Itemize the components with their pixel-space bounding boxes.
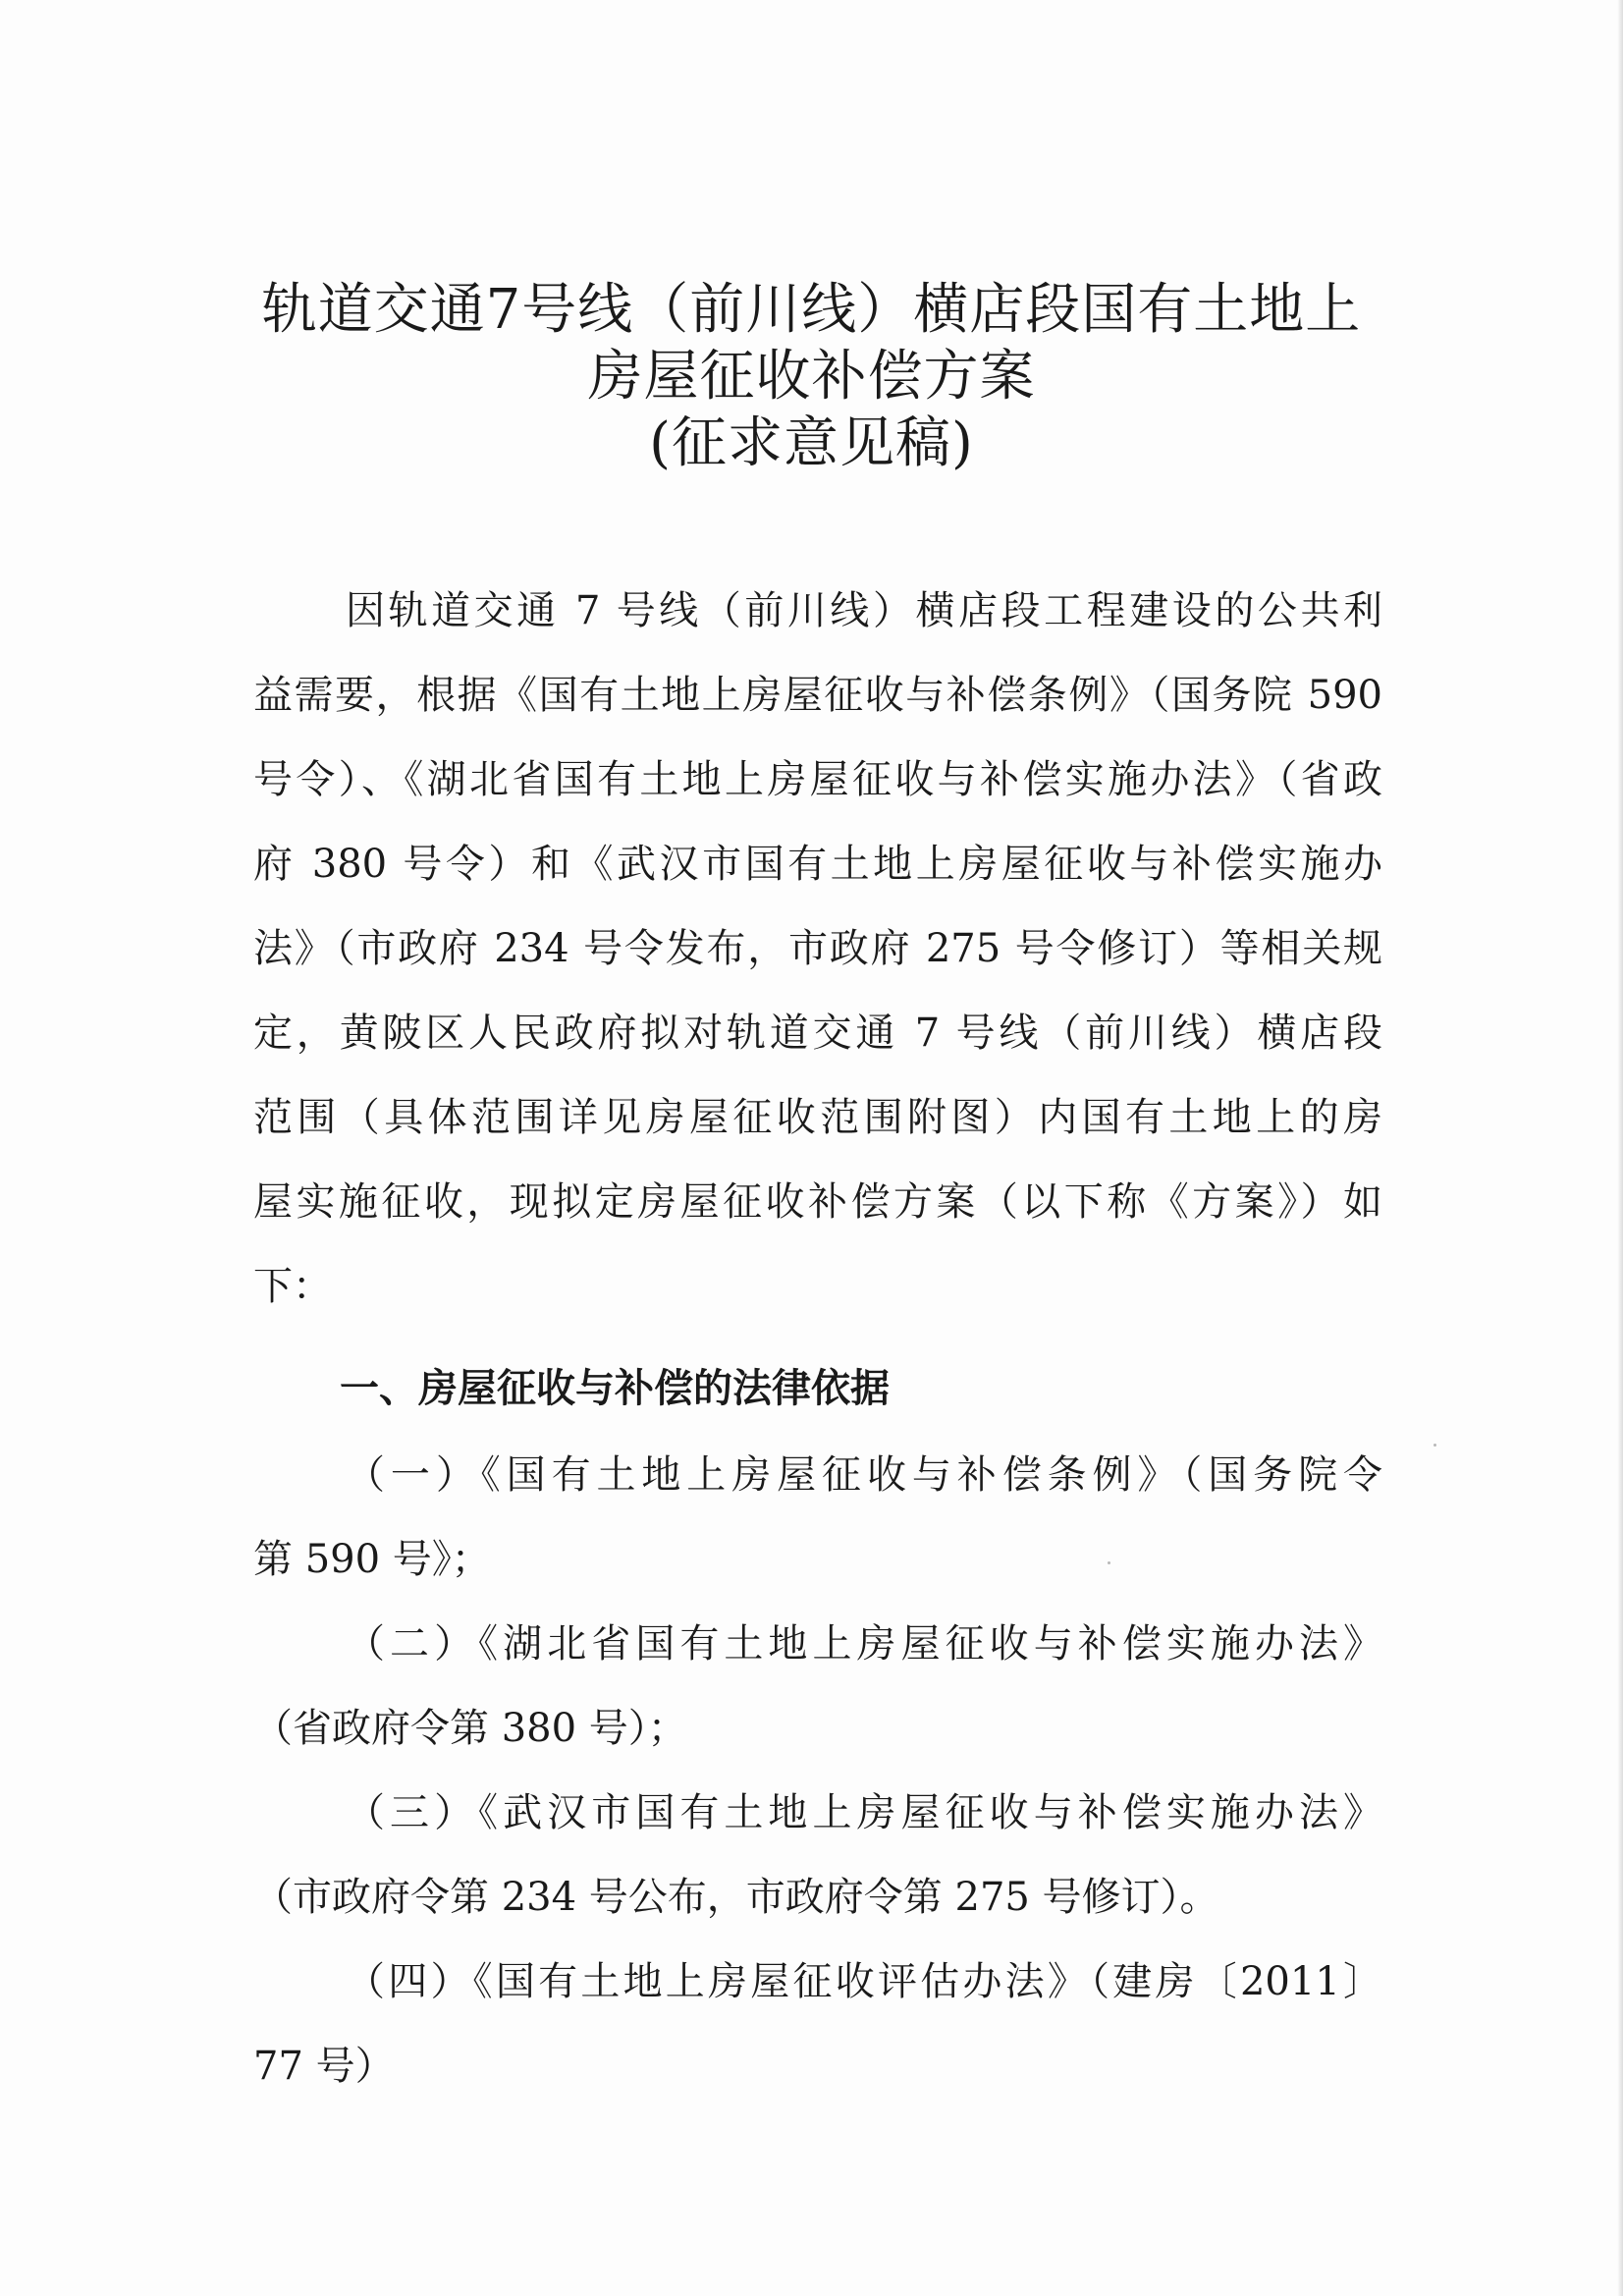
legal-basis-item-2-cont: （省政府令第 380 号）；: [253, 1706, 687, 1751]
scan-speck: [1434, 1444, 1436, 1447]
legal-basis-item-3: （三）《武汉市国有土地上房屋征收与补偿实施办法》: [346, 1790, 1382, 1835]
legal-basis-item-4-cont: 77 号）: [253, 2044, 395, 2089]
title-line-1: 轨道交通7号线（前川线）横店段国有土地上: [261, 278, 1362, 342]
legal-basis-item-4: （四）《国有土地上房屋征收评估办法》（建房〔2011〕: [346, 1959, 1382, 2004]
title-line-2: 房屋征收补偿方案: [587, 345, 1036, 409]
legal-basis-item-2: （二）《湖北省国有土地上房屋征收与补偿实施办法》: [346, 1621, 1382, 1667]
intro-line: 益需要，根据《国有土地上房屋征收与补偿条例》（国务院 590: [253, 673, 1382, 718]
intro-line: 范围（具体范围详见房屋征收范围附图）内国有土地上的房: [253, 1095, 1382, 1140]
legal-basis-item-1-cont: 第 590 号》；: [253, 1537, 491, 1582]
scan-speck: [1108, 1561, 1110, 1564]
section-heading: 一、房屋征收与补偿的法律依据: [340, 1366, 890, 1411]
intro-line: 号令）、《湖北省国有土地上房屋征收与补偿实施办法》（省政: [253, 757, 1382, 802]
intro-line: 屋实施征收，现拟定房屋征收补偿方案（以下称《方案》）如: [253, 1179, 1382, 1225]
legal-basis-item-1: （一）《国有土地上房屋征收与补偿条例》（国务院令: [346, 1452, 1382, 1498]
title-line-3: (征求意见稿): [649, 411, 974, 475]
intro-line: 下：: [253, 1264, 332, 1309]
legal-basis-item-3-cont: （市政府令第 234 号公布，市政府令第 275 号修订）。: [253, 1875, 1219, 1920]
intro-line: 因轨道交通 7 号线（前川线）横店段工程建设的公共利: [346, 588, 1382, 633]
intro-line: 定，黄陂区人民政府拟对轨道交通 7 号线（前川线）横店段: [253, 1011, 1382, 1056]
intro-line: 府 380 号令）和《武汉市国有土地上房屋征收与补偿实施办: [253, 842, 1382, 887]
document-title: [0, 277, 1623, 477]
intro-line: 法》（市政府 234 号令发布，市政府 275 号令修订）等相关规: [253, 926, 1382, 971]
